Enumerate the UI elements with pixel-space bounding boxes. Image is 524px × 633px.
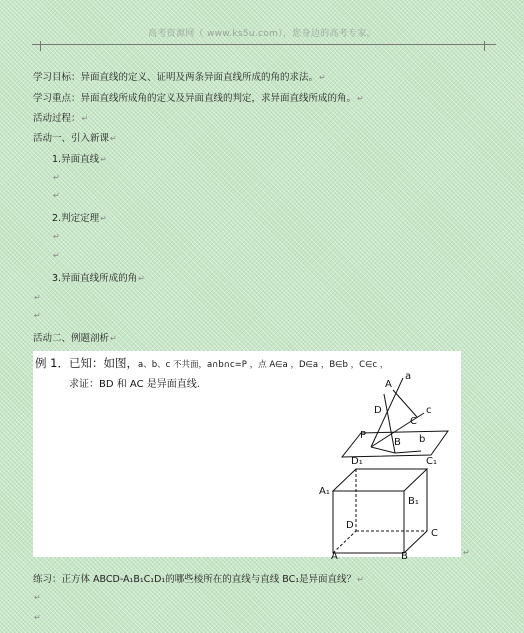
header-corner-left — [30, 41, 41, 51]
activity-two-heading: 活动二、例题剖析↵ — [33, 333, 117, 344]
learning-focus: 学习重点：异面直线所成角的定义及异面直线的判定，求异面直线所成的角。↵ — [33, 93, 364, 104]
label-c-vertex: C — [431, 528, 438, 539]
example-image — [33, 351, 461, 562]
activity-process-heading: 活动过程：↵ — [33, 113, 89, 124]
blank-mark: ↵ — [53, 232, 60, 241]
learning-goal: 学习目标：异面直线的定义、证明及两条异面直线所成的角的求法。↵ — [33, 72, 326, 83]
label-c-point: C — [410, 416, 417, 427]
label-p: P — [360, 430, 367, 441]
blank-mark: ↵ — [53, 173, 60, 182]
label-line-b: b — [419, 434, 426, 445]
label-a-vertex: A — [331, 551, 338, 562]
label-b-vertex: B — [401, 551, 408, 562]
blank-mark: ↵ — [34, 293, 41, 302]
blank-mark: ↵ — [34, 311, 41, 320]
label-b1: B₁ — [408, 496, 419, 507]
label-d: D — [374, 405, 382, 416]
header-text: 高考资源网（ www.ks5u.com），您身边的高考专家。 — [148, 29, 376, 39]
label-d1: D₁ — [351, 456, 363, 467]
label-d-point: D — [346, 520, 354, 531]
header-rule — [32, 44, 496, 45]
example-statement: 例 1．已知：如图，a、b、c 不共面，a∩b∩c=P ，点 A∈a ，D∈a ，B∈b ，C∈c ， — [35, 356, 389, 370]
item-criterion-theorem: 2.判定定理↵ — [52, 213, 107, 224]
cube-figure — [33, 351, 461, 562]
item-skew-lines: 1.异面直线↵ — [52, 154, 107, 165]
label-line-a: a — [405, 371, 412, 382]
blank-mark: ↵ — [53, 251, 60, 260]
label-a1: A₁ — [319, 486, 330, 497]
label-a-point: A — [385, 379, 392, 390]
blank-mark: ↵ — [34, 613, 41, 622]
header-corner-right — [484, 41, 495, 51]
label-line-c: c — [426, 405, 432, 416]
blank-mark: ↵ — [34, 593, 41, 602]
cube-hidden-edge-ad — [333, 531, 356, 553]
cube-edge-bc — [404, 531, 427, 553]
blank-mark: ↵ — [53, 191, 60, 200]
example-proof-goal: 求证：BD 和 AC 是异面直线. — [69, 379, 200, 390]
practice-question: 练习：正方体 ABCD-A₁B₁C₁D₁的哪些棱所在的直线与直线 BC₁是异面直线？↵ — [33, 574, 364, 585]
label-c1: C₁ — [426, 456, 437, 467]
item-angle-skew-lines: 3.异面直线所成的角↵ — [52, 273, 145, 284]
image-paragraph-mark: ↵ — [463, 548, 470, 557]
cube-visible-edges — [333, 469, 427, 553]
label-b-point: B — [394, 437, 401, 448]
activity-one-heading: 活动一、引入新课↵ — [33, 133, 117, 144]
